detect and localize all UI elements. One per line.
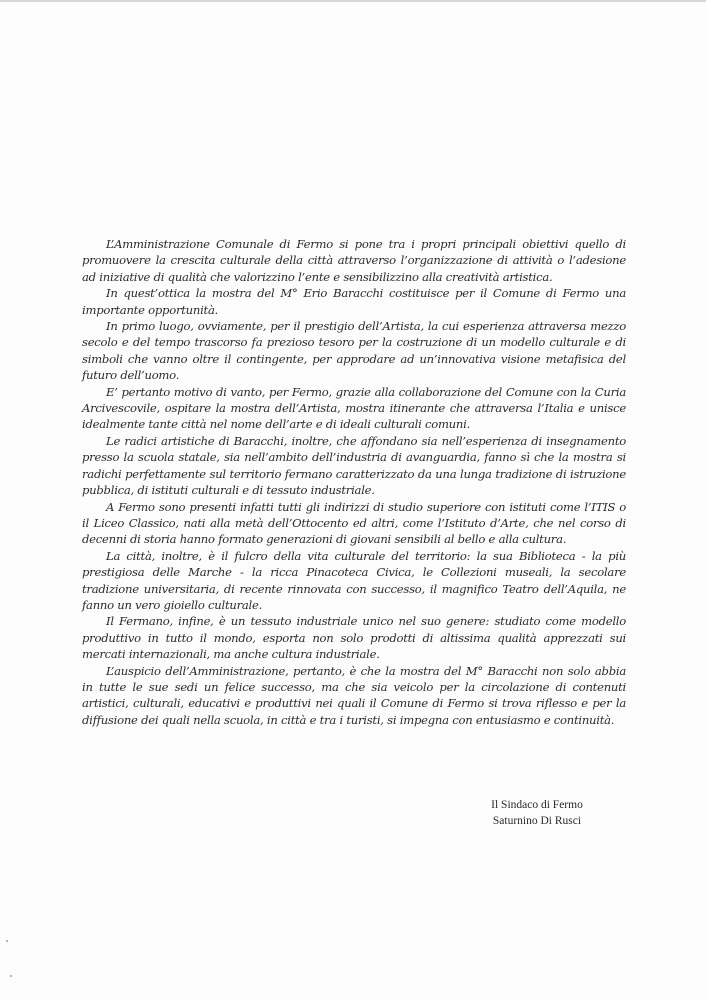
paragraph-7: La città, inoltre, è il fulcro della vita culturale del territorio: la sua Biblioteca - la più prestigiosa delle Marche - la ricca Pinacoteca Civica, le Collezioni museali, la secolare tradizione universitaria, di recente rinnovata con successo, il magnifico Teatro dell’Aquila, ne fanno un vero gioiello culturale.	[82, 548, 626, 612]
paragraph-5: Le radici artistiche di Baracchi, inoltre, che affondano sia nell’esperienza di insegnamento presso la scuola statale, sia nell’ambito dell’industria di avanguardia, fanno sì che la mostra si radichi perfettamente sul territorio fermano caratterizzato da una lunga tradizione di istruzione pubblica, di istituti culturali e di tessuto industriale.	[82, 433, 626, 498]
paragraph-4: E’ pertanto motivo di vanto, per Fermo, grazie alla collaborazione del Comune con la Curia Arcivescovile, ospitare la mostra dell’Artista, mostra itinerante che attraversa l’Italia e unisce idealmente tante città nel nome dell’arte e di ideali culturali comuni.	[82, 384, 626, 432]
paragraph-1: L’Amministrazione Comunale di Fermo si pone tra i propri principali obiettivi quello di promuovere la crescita culturale della città attraverso l’organizzazione di attività o l’adesione ad iniziative di qualità che valorizzino l’ente e sensibilizzino alla creatività artistica.	[82, 237, 626, 284]
paragraph-2: In quest’ottica la mostra del M° Erio Baracchi costituisce per il Comune di Fermo una importante opportunità.	[82, 286, 626, 317]
page-top-edge	[0, 0, 706, 2]
letter-body	[82, 236, 626, 728]
scan-speck	[10, 975, 12, 977]
signature-block	[462, 797, 612, 829]
paragraph-8: Il Fermano, infine, è un tessuto industriale unico nel suo genere: studiato come modello produttivo in tutto il mondo, esporta non solo prodotti di altissima qualità apprezzati sui mercati internazionali, ma anche cultura industriale.	[82, 614, 626, 662]
scan-speck	[6, 940, 8, 942]
paragraph-9: L’auspicio dell’Amministrazione, pertanto, è che la mostra del M° Baracchi non solo abbia in tutte le sue sedi un felice successo, ma che sia veicolo per la circolazione di contenuti artistici, culturali, educativi e produttivi nei quali il Comune di Fermo si trova riflesso e per la diffusione dei quali nella scuola, in città e tra i turisti, si impegna con entusiasmo e continuità.	[82, 663, 626, 727]
signature-name: Saturnino Di Rusci	[492, 815, 582, 827]
paragraph-3: In primo luogo, ovviamente, per il prestigio dell’Artista, la cui esperienza attraversa mezzo secolo e del tempo trascorso fa prezioso tesoro per la costruzione di un modello culturale e di simboli che vanno oltre il contingente, per approdare ad un’innovativa visione metafisica del futuro dell’uomo.	[82, 319, 626, 383]
signature-role: Il Sindaco di Fermo	[491, 799, 583, 811]
paragraph-6: A Fermo sono presenti infatti tutti gli indirizzi di studio superiore con istituti come l’ITIS o il Liceo Classico, nati alla metà dell’Ottocento ed altri, come l’Istituto d’Arte, che nel corso di decenni di storia hanno formato generazioni di giovani sensibili al bello e alla cultura.	[82, 499, 626, 547]
